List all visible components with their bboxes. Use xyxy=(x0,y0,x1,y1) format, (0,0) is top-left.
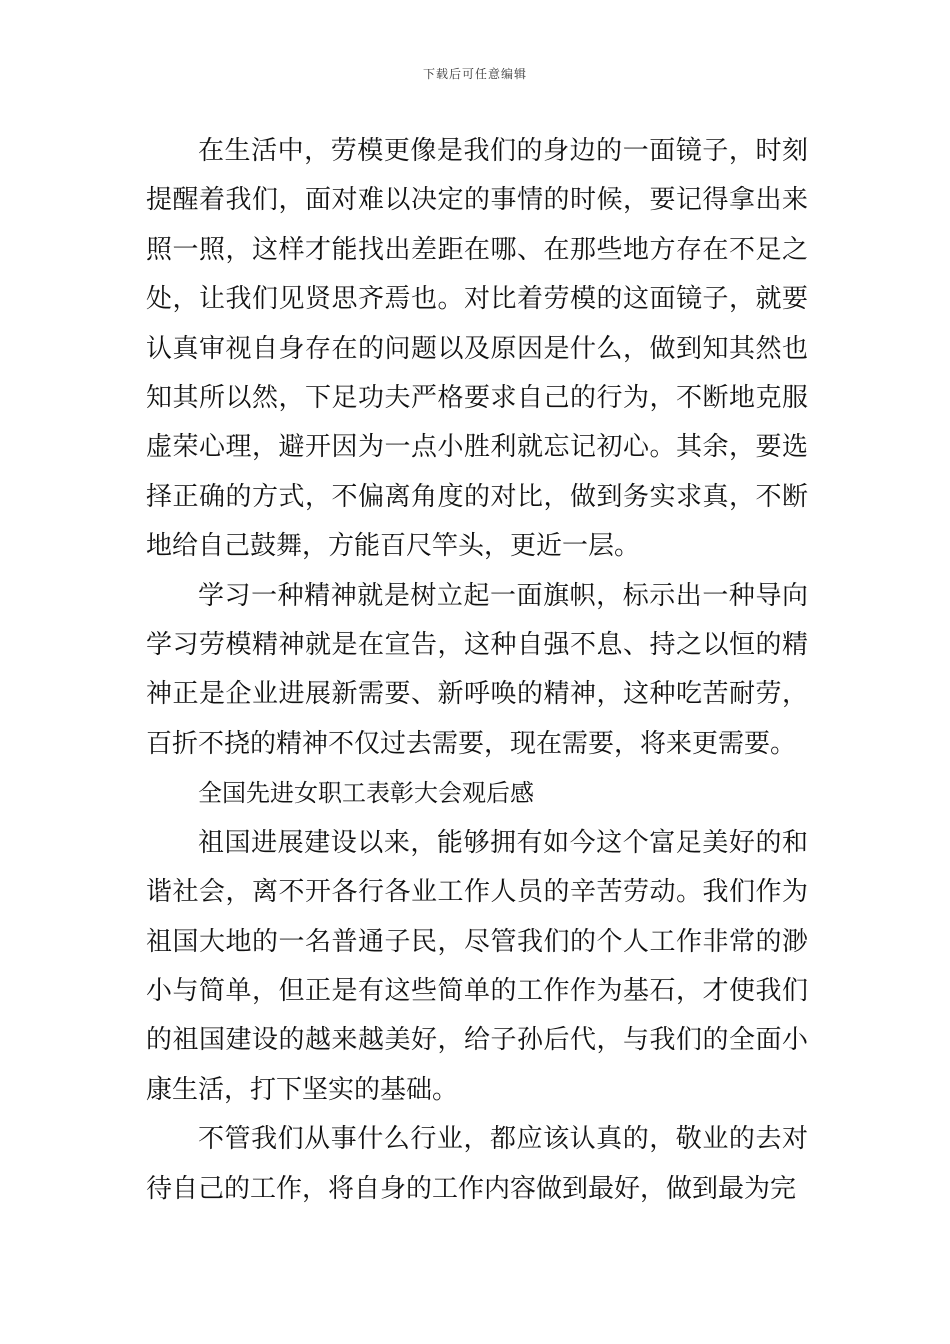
body-text xyxy=(146,127,808,1214)
paragraph-mirror-of-model-workers: 在生活中，劳模更像是我们的身边的一面镜子，时刻提醒着我们，面对难以决定的事情的时候，要记得拿出来照一照，这样才能找出差距在哪、在那些地方存在不足之处，让我们见贤思齐焉也。对比着劳模的这面镜子，就要认真审视自身存在的问题以及原因是什么，做到知其然也知其所以然，下足功夫严格要求自己的行为，不断地克服虚荣心理，避开因为一点小胜利就忘记初心。其余，要选择正确的方式，不偏离角度的对比，做到务实求真，不断地给自己鼓舞，方能百尺竿头，更近一层。 xyxy=(146,136,808,562)
paragraph-dedication-to-work: 不管我们从事什么行业，都应该认真的，敬业的去对待自己的工作，将自身的工作内容做到最好，做到最为完 xyxy=(146,1124,808,1204)
paragraph-learning-spirit: 学习一种精神就是树立起一面旗帜，标示出一种导向学习劳模精神就是在宣告，这种自强不息、持之以恒的精神正是企业进展新需要、新呼唤的精神，这种吃苦耐劳，百折不挠的精神不仅过去需要，现在需要，将来更需要。 xyxy=(146,580,808,759)
paragraph-motherland-construction: 祖国进展建设以来，能够拥有如今这个富足美好的和谐社会，离不开各行各业工作人员的辛苦劳动。我们作为祖国大地的一名普通子民，尽管我们的个人工作非常的渺小与简单，但正是有这些简单的工作作为基石，才使我们的祖国建设的越来越美好，给子孙后代，与我们的全面小康生活，打下坚实的基础。 xyxy=(146,827,808,1105)
section-title: 全国先进女职工表彰大会观后感 xyxy=(198,779,534,808)
page-header: 下载后可任意编辑 xyxy=(422,67,527,81)
